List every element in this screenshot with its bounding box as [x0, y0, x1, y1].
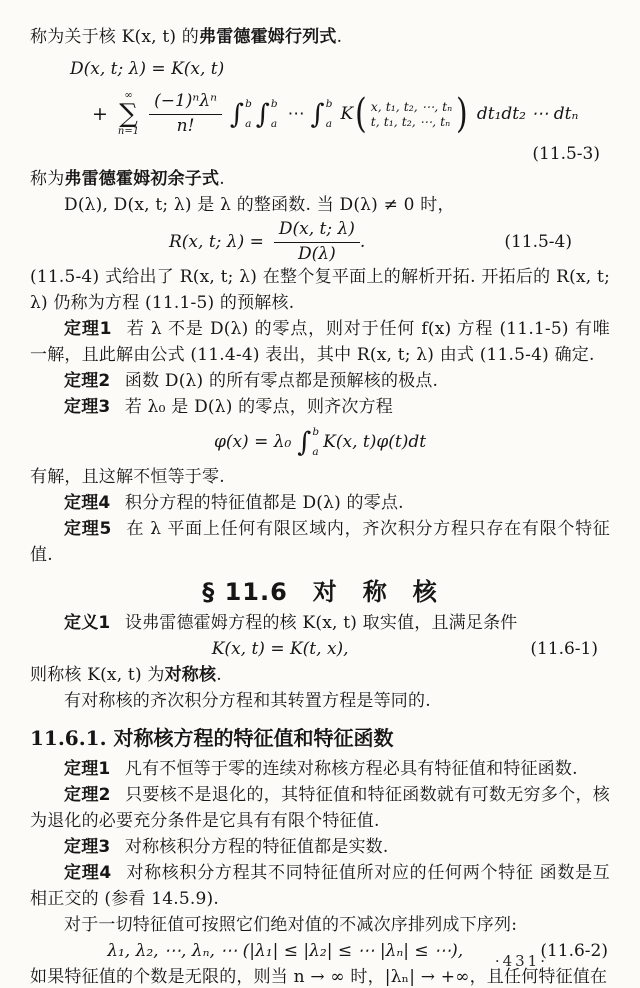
term-symmetric-kernel: 对称核	[164, 665, 217, 685]
equation-11-5-4	[30, 220, 610, 264]
integral-limits	[245, 98, 252, 130]
integral-limits	[271, 98, 278, 130]
theorem-label: 定理2	[64, 371, 111, 391]
theorem-label: 定理1	[64, 759, 111, 779]
theorem-label: 定理5	[64, 519, 112, 539]
theorem-text: 凡有不恒等于零的连续对称核方程必具有特征值和特征函数.	[124, 759, 578, 779]
sym-theorem-2	[30, 782, 610, 834]
paragraph-analytic-continuation: (11.5-4) 式给出了 R(x, t; λ) 在整个复平面上的解析开拓. 开拓后的 R(x, t; λ) 仍称为方程 (11.1-5) 的预解核.	[30, 267, 610, 313]
theorem-text: 只要核不是退化的，其特征值和特征函数就有可数无穷多个，核为退化的必要充分条件是它具有有限个特征值.	[30, 785, 610, 831]
page-number: ·431·	[494, 952, 548, 970]
integral	[297, 426, 321, 458]
sym-theorem-1	[30, 756, 610, 782]
definition-1	[30, 610, 610, 636]
integral-symbol: ∫	[297, 426, 312, 458]
midline-ellipsis: ⋯	[287, 104, 305, 124]
section-title: 对 称 核	[312, 578, 438, 606]
section-heading-11-6	[30, 576, 610, 608]
section-number: 11.6	[224, 578, 288, 606]
equation-number: (11.6-2)	[540, 941, 608, 961]
matrix-row: t, t₁, t₂, ⋯, tₙ	[370, 114, 451, 129]
fraction-denominator: n!	[176, 115, 195, 136]
fraction-numerator: (−1)ⁿλⁿ	[149, 91, 222, 114]
theorem-text: 函数 D(λ) 的所有零点都是预解核的极点.	[124, 371, 439, 391]
theorem-label: 定理1	[64, 319, 112, 339]
integral	[256, 98, 280, 130]
equation-11-5-3	[30, 56, 610, 166]
theorem-text: 若 λ 不是 D(λ) 的零点，则对于任何 f(x) 方程 (11.1-5) 有唯一解，且此解由公式 (11.4-4) 表出，其中 R(x, t; λ) 由式 (11.5-4) 确定.	[30, 319, 610, 365]
theorem-2	[30, 368, 610, 394]
theorem-text: 对称核积分方程的特征值都是实数.	[124, 837, 389, 857]
equation-11-6-1	[30, 636, 610, 662]
paragraph-entire-function: D(λ), D(x, t; λ) 是 λ 的整函数. 当 D(λ) ≠ 0 时，	[64, 195, 455, 215]
integral-symbol: ∫	[310, 98, 325, 130]
equation-homogeneous	[30, 422, 610, 462]
theorem-3	[30, 394, 610, 420]
fraction	[274, 219, 360, 265]
equation-sum-row	[30, 86, 610, 142]
fraction-numerator: D(x, t; λ)	[274, 219, 360, 242]
equation-body: K(x, t) = K(t, x),	[211, 639, 349, 659]
paragraph-ordering: 对于一切特征值可按照它们绝对值的不减次序排列成下序列:	[64, 915, 518, 935]
equation-number: (11.5-3)	[532, 144, 600, 164]
paragraph-infinite-eigenvalues: 如果特征值的个数是无限的，则当 n → ∞ 时，|λₙ| → +∞，且任何特征值在	[30, 967, 608, 987]
integral-limits	[326, 98, 333, 130]
paragraph-has-solution: 有解，且这解不恒等于零.	[30, 467, 225, 487]
integral-upper-limit: b	[325, 98, 333, 110]
equation-body	[30, 219, 504, 265]
theorem-label: 定理2	[64, 785, 111, 805]
kernel-argument-matrix	[371, 99, 453, 129]
theorem-text: 对称核积分方程其不同特征值所对应的任何两个特征 函数是互相正交的 (参看 14.5.9).	[30, 863, 610, 909]
term-fredholm-determinant: 弗雷德霍姆行列式	[199, 27, 337, 47]
section-sign: §	[202, 578, 216, 606]
text-run: .	[219, 169, 225, 189]
paragraph-fredholm-determinant	[30, 24, 610, 50]
theorem-text: 若 λ₀ 是 D(λ) 的零点，则齐次方程	[124, 397, 393, 417]
differentials: dt₁dt₂ ⋯ dtₙ	[476, 104, 579, 124]
integral-lower-limit: a	[270, 117, 278, 130]
theorem-text: 积分方程的特征值都是 D(λ) 的零点.	[124, 493, 404, 513]
equation-number: (11.5-4)	[504, 232, 572, 252]
sym-theorem-3	[30, 834, 610, 860]
integral-lower-limit: a	[312, 445, 319, 458]
equation-number: (11.6-1)	[530, 639, 598, 659]
definition-text: 设弗雷德霍姆方程的核 K(x, t) 取实值，且满足条件	[124, 613, 518, 633]
text-run: .	[336, 27, 343, 47]
theorem-label: 定理4	[64, 493, 111, 513]
integral-upper-limit: b	[312, 426, 320, 438]
text-run: 称为关于核 K(x, t) 的	[30, 27, 199, 47]
sum-lower-limit: n=1	[117, 126, 140, 137]
integral-lower-limit: a	[245, 117, 252, 130]
equation-lhs: R(x, t; λ) =	[169, 232, 264, 252]
fraction	[149, 91, 222, 137]
integral	[230, 98, 254, 130]
paragraph-cofactor	[30, 166, 610, 192]
term-first-cofactor: 弗雷德霍姆初余子式	[64, 169, 220, 189]
theorem-4	[30, 490, 610, 516]
equation-lhs: φ(x) = λ₀	[213, 432, 292, 452]
fraction-denominator: D(λ)	[298, 243, 336, 264]
summation-operator	[118, 91, 139, 137]
paragraph-transpose: 有对称核的齐次积分方程和其转置方程是等同的.	[64, 691, 431, 711]
subsection-heading-11-6-1: 11.6.1. 对称核方程的特征值和特征函数	[30, 726, 394, 750]
paragraph-symmetric-kernel	[30, 662, 610, 688]
left-parenthesis: (	[355, 91, 367, 137]
integral-symbol: ∫	[230, 98, 245, 130]
text-run: 则称核 K(x, t) 为	[30, 665, 165, 685]
equation-body: λ₁, λ₂, ⋯, λₙ, ⋯ (|λ₁| ≤ |λ₂| ≤ ⋯ |λₙ| ≤ ⋯),	[107, 941, 464, 961]
integral-upper-limit: b	[270, 98, 278, 110]
equation-lhs: D(x, t; λ) = K(x, t)	[70, 59, 225, 79]
sum-upper-limit: ∞	[124, 90, 133, 101]
theorem-label: 定理3	[64, 397, 111, 417]
plus-sign: +	[92, 103, 108, 125]
text-run: 称为	[30, 169, 65, 189]
theorem-label: 定理4	[64, 863, 112, 883]
right-parenthesis: )	[456, 91, 468, 137]
equation-body	[30, 426, 610, 458]
period: .	[359, 232, 366, 252]
sym-theorem-4	[30, 860, 610, 912]
text-run: .	[216, 665, 222, 685]
definition-label: 定义1	[64, 613, 111, 633]
sigma-symbol: ∑	[119, 99, 138, 129]
kernel-symbol: K	[340, 104, 354, 124]
integral-lower-limit: a	[325, 117, 332, 130]
theorem-5	[30, 516, 610, 568]
theorem-1	[30, 316, 610, 368]
equation-rhs: K(x, t)φ(t)dt	[323, 432, 427, 452]
integral-upper-limit: b	[245, 98, 252, 110]
matrix-row: x, t₁, t₂, ⋯, tₙ	[370, 99, 453, 114]
theorem-text: 在 λ 平面上任何有限区域内，齐次积分方程只存在有限个特征值.	[30, 519, 610, 565]
integral-limits	[312, 426, 319, 458]
integral-symbol: ∫	[255, 98, 270, 130]
theorem-label: 定理3	[64, 837, 111, 857]
integral	[311, 98, 335, 130]
